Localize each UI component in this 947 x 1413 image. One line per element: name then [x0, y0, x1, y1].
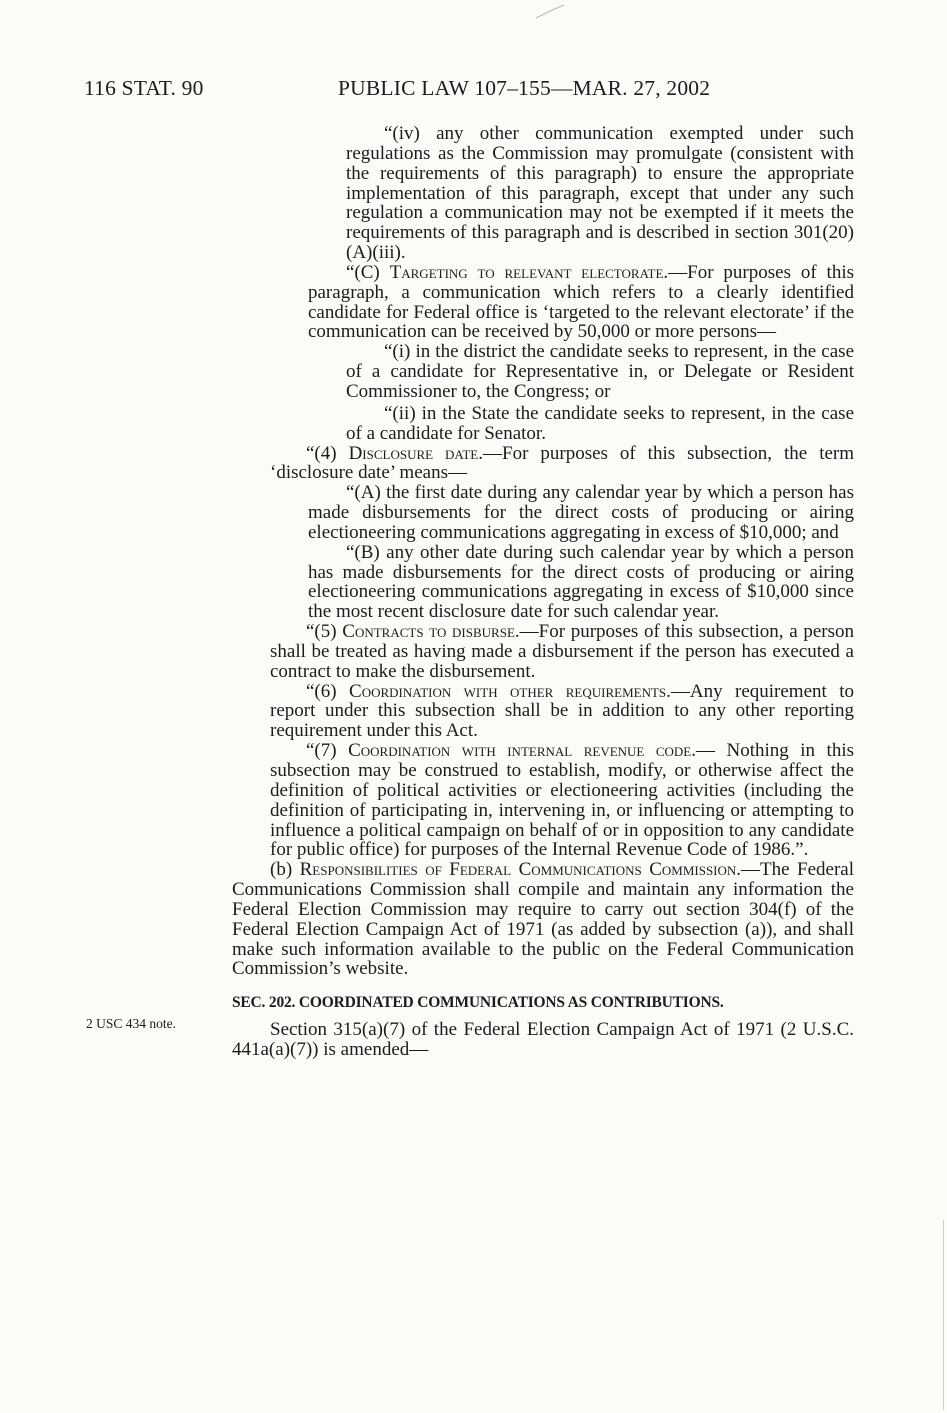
subsection-b-lead: (b)	[270, 859, 300, 881]
section-text: Section 315(a)(7) of the Federal Election Campaign Act of 1971 (2 U.S.C. 441a(a)(7)) is amended—	[232, 1019, 854, 1061]
margin-note: 2 USC 434 note.	[86, 1016, 177, 1031]
paragraph-4-heading: Disclosure date	[348, 442, 479, 464]
paragraph-6-text: .—Any requirement to report under this subsection shall be in addition to any other reporting requirement under this Act.	[270, 680, 854, 742]
paragraph-7-text: .— Nothing in this subsection may be construed to establish, modify, or otherwise affect the definition of political activities or electioneering activities (including the definition of participating in, intervening in, or influencing or attempting to influence a political campaign on behalf of or in opposition to any candidate for public office) for purposes of the Internal Revenue Code of 1986.”.	[270, 740, 855, 861]
subparagraph-c-heading: Targeting to relevant electorate	[389, 261, 664, 283]
subparagraph-4a: “(A) the first date during any calendar year by which a person has made disbursements for the direct costs of producing or airing electioneering communications aggregating in excess of $10,000; and	[308, 482, 854, 543]
scan-mark	[534, 2, 568, 20]
paragraph-5-heading: Contracts to disburse	[342, 621, 515, 643]
statute-text	[0, 124, 947, 1060]
subparagraph-c	[308, 263, 854, 342]
page-edge-line	[943, 1220, 944, 1410]
clause-iv: “(iv) any other communication exempted under such regulations as the Commission may promulgate (consistent with the requirements of this paragraph) to ensure the appropriate implementation of this paragraph, except that under any such regulation a communication may not be exempted if it meets the requirements of this paragraph and is described in section 301(20)(A)(iii).	[346, 123, 854, 264]
subsection-b-heading: Responsibilities of Federal Communications Commission	[299, 859, 737, 881]
running-head: PUBLIC LAW 107–155—MAR. 27, 2002	[338, 76, 711, 100]
subsection-b-text: .—The Federal Communications Commission shall compile and maintain any information the Federal Election Commission may require to carry out section 304(f) of the Federal Election Campaign Act of 1971 (as added by subsection (a)), and shall make such information available to the public on the Federal Communication Commission’s website.	[232, 859, 855, 980]
clause-c-ii: “(ii) in the State the candidate seeks to represent, in the case of a candidate for Senator.	[346, 402, 854, 444]
paragraph-6-lead: “(6)	[306, 680, 350, 702]
paragraph-7-lead: “(7)	[306, 740, 349, 762]
section-heading: SEC. 202. COORDINATED COMMUNICATIONS AS CONTRIBUTIONS.	[232, 994, 724, 1012]
paragraph-5-lead: “(5)	[306, 621, 343, 643]
subparagraph-c-text: .—For purposes of this paragraph, a communication which refers to a clearly identified candidate for Federal office is ‘targeted to the relevant electorate’ if the communication can be received by 50,000 or more persons—	[308, 261, 854, 343]
paragraph-6-heading: Coordination with other requirements	[349, 680, 667, 702]
paragraph-5	[270, 622, 854, 682]
paragraph-6	[270, 682, 854, 742]
page-number: 116 STAT. 90	[84, 76, 204, 100]
paragraph-4-lead: “(4)	[306, 442, 349, 464]
paragraph-4	[270, 444, 854, 484]
paragraph-7	[270, 741, 854, 860]
paragraph-4-text: .—For purposes of this subsection, the term ‘disclosure date’ means—	[270, 442, 855, 484]
subsection-b	[232, 860, 854, 979]
subparagraph-c-lead: “(C)	[346, 261, 390, 283]
clause-c-i: “(i) in the district the candidate seeks to represent, in the case of a candidate for Representative in, or Delegate or Resident Commissioner to, the Congress; or	[346, 341, 854, 402]
subparagraph-4b: “(B) any other date during such calendar year by which a person has made disbursements for the direct costs of producing or airing electioneering communications aggregating in excess of $10,000 since the most recent disclosure date for such calendar year.	[308, 541, 854, 623]
paragraph-7-heading: Coordination with internal revenue code	[348, 740, 692, 762]
paragraph-5-text: .—For purposes of this subsection, a person shall be treated as having made a disbursement if the person has executed a contract to make the disbursement.	[270, 621, 855, 682]
